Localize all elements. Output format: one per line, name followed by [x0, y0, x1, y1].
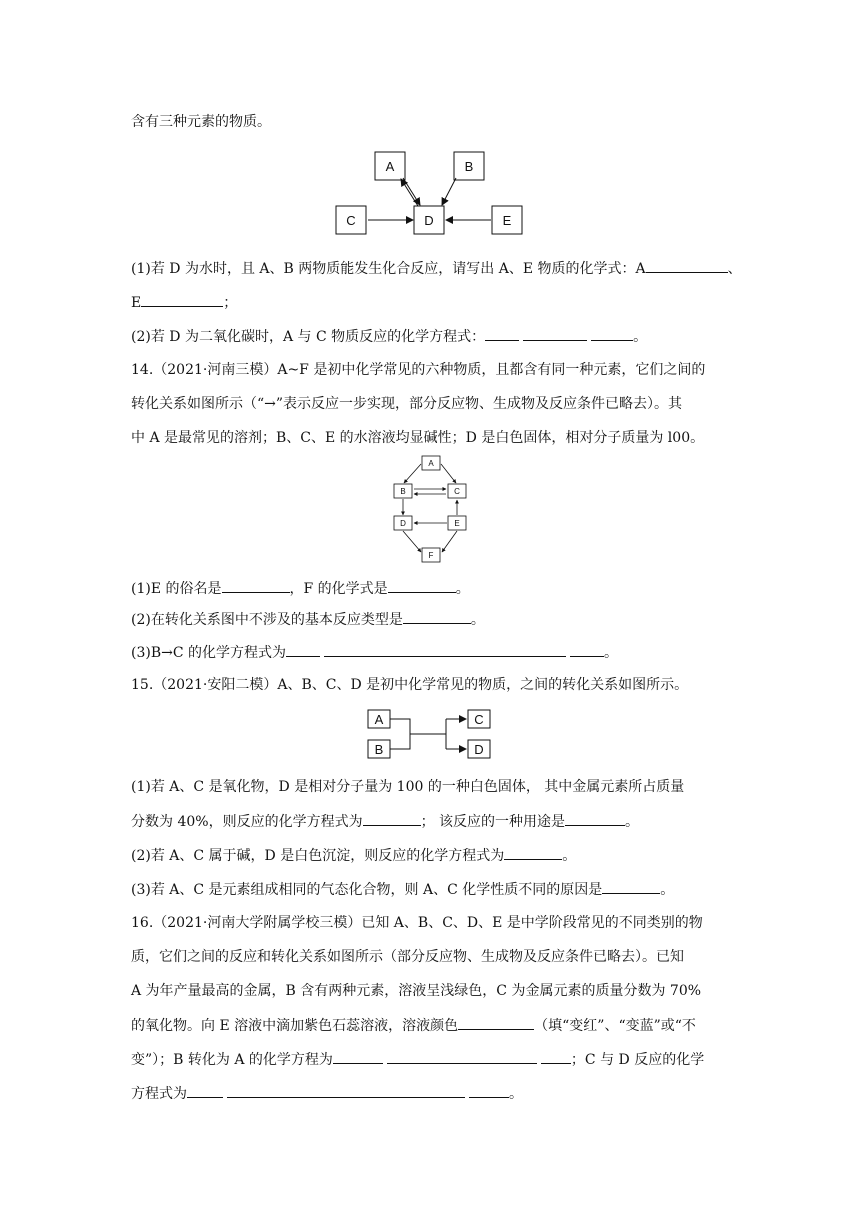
answer-blank[interactable] [458, 1015, 534, 1030]
q15-part1-line1: (1)若 A、C 是氧化物，D 是相对分子量为 100 的一种白色固体， 其中金属元素所占质量 [131, 779, 685, 795]
answer-blank[interactable] [403, 609, 471, 624]
diagram1-box-b: B [464, 159, 474, 174]
q14-part1: (1)E 的俗名是 ，F 的化学式是 。 [131, 578, 470, 599]
diagram2-box-c: C [454, 487, 460, 496]
q16-line4: 的氧化物。向 E 溶液中滴加紫色石蕊溶液，溶液颜色 （填“变红”、“变蓝”或“不 [131, 1015, 696, 1036]
answer-blank[interactable] [333, 1049, 383, 1064]
answer-blank[interactable] [286, 642, 320, 657]
answer-blank[interactable] [324, 642, 566, 657]
answer-blank[interactable] [387, 1049, 537, 1064]
diagram2-box-e: E [454, 519, 460, 528]
q14-part3: (3)B→C 的化学方程式为 。 [131, 642, 618, 663]
q15-part3: (3)若 A、C 是元素组成相同的气态化合物，则 A、C 化学性质不同的原因是 。 [131, 879, 674, 900]
q14-part2: (2)在转化关系图中不涉及的基本反应类型是 。 [131, 609, 485, 630]
q15-part1-line2: 分数为 40%，则反应的化学方程式为 ； 该反应的一种用途是 。 [131, 811, 639, 832]
answer-blank[interactable] [469, 1083, 509, 1098]
diagram3-box-c: C [474, 712, 484, 727]
diagram-2 [386, 454, 478, 566]
q15-part2: (2)若 A、C 属于碱，D 是白色沉淀，则反应的化学方程式为 。 [131, 845, 576, 866]
answer-blank[interactable] [541, 1049, 571, 1064]
q13-part2: (2)若 D 为二氧化碳时，A 与 C 物质反应的化学方程式： 。 [131, 326, 647, 347]
q14-line1: 14.（2021·河南三模）A~F 是初中化学常见的六种物质，且都含有同一种元素，它们之间的 [131, 362, 706, 378]
diagram2-box-f: F [428, 551, 434, 560]
answer-blank[interactable] [602, 879, 660, 894]
answer-blank[interactable] [363, 811, 421, 826]
diagram1-box-c: C [346, 213, 356, 228]
q16-line5: 变”）；B 转化为 A 的化学方程为 ；C 与 D 反应的化学 [131, 1049, 704, 1070]
q16-line3: A 为年产量最高的金属，B 含有两种元素，溶液呈浅绿色，C 为金属元素的质量分数为 70% [131, 983, 702, 999]
q13-part1-line1: (1)若 D 为水时，且 A、B 两物质能发生化合反应，请写出 A、E 物质的化学式：A 、 [131, 258, 742, 279]
diagram-3 [366, 706, 496, 764]
q16-line6: 方程式为 。 [131, 1083, 523, 1104]
q14-line3: 中 A 是最常见的溶剂；B、C、E 的水溶液均显碱性；D 是白色固体，相对分子质量为 l00。 [131, 430, 705, 446]
q14-line2: 转化关系如图所示（“→”表示反应一步实现，部分反应物、生成物及反应条件已略去）。其 [131, 396, 683, 412]
answer-blank[interactable] [570, 642, 604, 657]
q15-line1: 15.（2021·安阳二模）A、B、C、D 是初中化学常见的物质，之间的转化关系如图所示。 [131, 677, 689, 693]
diagram3-box-b: B [374, 742, 384, 757]
diagram2-box-b: B [400, 487, 406, 496]
diagram1-box-e: E [502, 213, 512, 228]
diagram2-box-a: A [428, 459, 434, 468]
answer-blank[interactable] [565, 811, 625, 826]
diagram3-box-d: D [474, 742, 484, 757]
diagram-1 [330, 148, 530, 240]
answer-blank[interactable] [227, 1083, 465, 1098]
answer-blank[interactable] [388, 578, 456, 593]
answer-blank[interactable] [591, 326, 633, 341]
diagram3-box-a: A [374, 712, 384, 727]
q13-part1-line2: E ； [131, 292, 237, 313]
answer-blank[interactable] [646, 258, 728, 273]
answer-blank[interactable] [222, 578, 290, 593]
diagram2-box-d: D [400, 519, 406, 528]
answer-blank[interactable] [523, 326, 587, 341]
answer-blank[interactable] [187, 1083, 223, 1098]
q16-line1: 16.（2021·河南大学附属学校三模）已知 A、B、C、D、E 是中学阶段常见的不同类别的物 [131, 915, 703, 931]
answer-blank[interactable] [141, 292, 223, 307]
answer-blank[interactable] [504, 845, 562, 860]
answer-blank[interactable] [485, 326, 519, 341]
diagram1-box-a: A [385, 159, 395, 174]
intro-text: 含有三种元素的物质。 [131, 114, 271, 130]
q16-line2: 质，它们之间的反应和转化关系如图所示（部分反应物、生成物及反应条件已略去）。已知 [131, 949, 684, 965]
diagram1-box-d: D [424, 213, 434, 228]
